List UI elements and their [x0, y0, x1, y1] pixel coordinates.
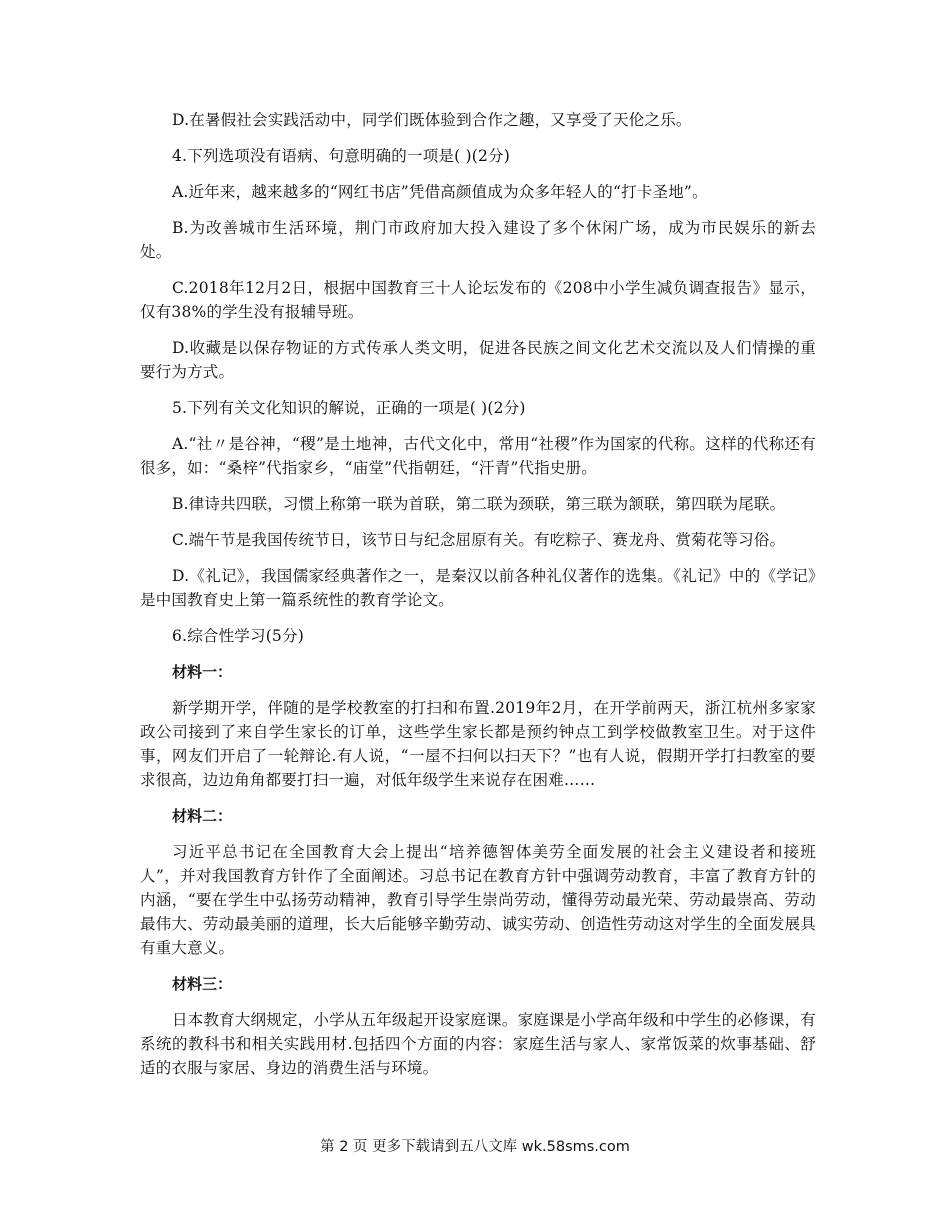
material-3-label: 材料三： [172, 975, 233, 993]
q5-option-c: C.端午节是我国传统节日，该节日与纪念屈原有关。有吃粽子、赛龙舟、赏菊花等习俗。 [172, 531, 786, 549]
page-footer: 第 2 页 更多下载请到五八文库 wk.58sms.com [320, 1139, 630, 1155]
material-1-label: 材料一： [172, 663, 233, 681]
q4-stem: 4.下列选项没有语病、句意明确的一项是( )(2分) [172, 147, 510, 165]
q5-option-d: D.《礼记》，我国儒家经典著作之一，是秦汉以前各种礼仪著作的选集。《礼记》中的《学记》是中国教育史上第一篇系统性的教育学论文。 [140, 567, 816, 609]
q6-stem: 6.综合性学习(5分) [172, 627, 304, 645]
q5-option-a: A.“社〃是谷神，“稷”是土地神，古代文化中，常用“社稷”作为国家的代称。这样的代称还有很多，如：“桑梓”代指家乡，“庙堂”代指朝廷，“汗青”代指史册。 [140, 435, 816, 477]
material-2-text: 习近平总书记在全国教育大会上提出“培养德智体美劳全面发展的社会主义建设者和接班人”，并对我国教育方针作了全面阐述。习总书记在教育方针中强调劳动教育，丰富了教育方针的内涵，“要在学生中弘扬劳动精神，教育引导学生崇尚劳动，懂得劳动最光荣、劳动最崇高、劳动最伟大、劳动最美丽的道理，长大后能够辛勤劳动、诚实劳动、创造性劳动这对学生的全面发展具有重大意义。 [140, 843, 816, 957]
q4-option-a: A.近年来，越来越多的“网红书店”凭借高颜值成为众多年轻人的“打卡圣地”。 [172, 183, 708, 201]
document-body [140, 108, 816, 1092]
material-1-text: 新学期开学，伴随的是学校教室的打扫和布置.2019年2月，在开学前两天，浙江杭州多家家政公司接到了来自学生家长的订单，这些学生家长都是预约钟点工到学校做教室卫生。对于这件事，网友们开启了一轮辩论.有人说，“一屋不扫何以扫天下？”也有人说，假期开学打扫教室的要求很高，边边角角都要打扫一遍，对低年级学生来说存在困难…… [140, 699, 816, 789]
q4-option-c: C.2018年12月2日，根据中国教育三十人论坛发布的《208中小学生减负调查报告》显示，仅有38%的学生没有报辅导班。 [140, 279, 816, 321]
material-2-label: 材料二： [172, 807, 233, 825]
q5-stem: 5.下列有关文化知识的解说，正确的一项是( )(2分) [172, 399, 526, 417]
material-3-text: 日本教育大纲规定，小学从五年级起开设家庭课。家庭课是小学高年级和中学生的必修课，有系统的教科书和相关实践用材.包括四个方面的内容：家庭生活与家人、家常饭菜的炊事基础、舒适的衣服与家居、身边的消费生活与环境。 [140, 1011, 816, 1077]
q4-option-d: D.收藏是以保存物证的方式传承人类文明，促进各民族之间文化艺术交流以及人们情操的重要行为方式。 [140, 339, 816, 381]
q5-option-b: B.律诗共四联，习惯上称第一联为首联，第二联为颈联，第三联为颔联，第四联为尾联。 [172, 495, 786, 513]
q3-option-d: D.在暑假社会实践活动中，同学们既体验到合作之趣，又享受了天伦之乐。 [172, 111, 692, 129]
q4-option-b: B.为改善城市生活环境，荆门市政府加大投入建设了多个休闲广场，成为市民娱乐的新去处。 [140, 219, 816, 261]
